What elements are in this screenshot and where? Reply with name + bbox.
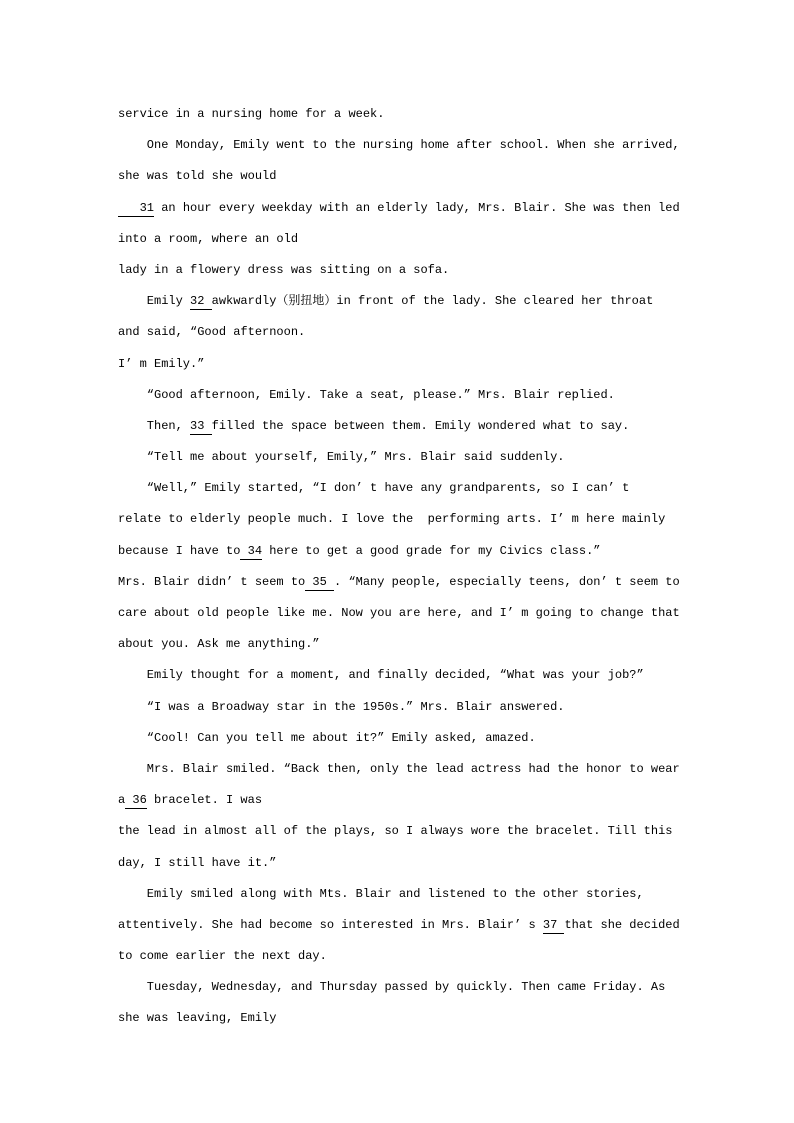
text-segment: awkwardly（别扭地）in front of the lady. She cleared her throat	[211, 294, 654, 309]
text-line	[118, 754, 680, 785]
text-segment: Mrs. Blair smiled. “Back then, only the lead actress had the honor to wear	[118, 761, 680, 776]
text-segment: I’ m Emily.”	[118, 356, 205, 371]
text-segment: that she decided	[564, 917, 680, 932]
text-line	[118, 380, 680, 411]
text-line	[118, 941, 680, 972]
cloze-blank: 31	[118, 200, 155, 215]
text-segment: Tuesday, Wednesday, and Thursday passed by quickly. Then came Friday. As	[118, 980, 666, 995]
cloze-blank: 35	[305, 574, 335, 589]
text-segment: attentively. She had become so interested in Mrs. Blair’ s	[118, 917, 543, 932]
text-segment: Mrs. Blair didn’ t seem to	[118, 574, 306, 589]
text-segment: a	[118, 793, 126, 808]
cloze-blank: 32	[190, 294, 212, 309]
text-segment: Then,	[118, 418, 191, 433]
text-segment: about you. Ask me anything.”	[118, 637, 320, 652]
text-line	[118, 130, 680, 161]
text-line	[118, 504, 680, 535]
text-line	[118, 629, 680, 660]
text-line	[118, 255, 680, 286]
text-segment: an hour every weekday with an elderly lady, Mrs. Blair. She was then led	[154, 200, 680, 215]
text-segment: to come earlier the next day.	[118, 949, 327, 964]
text-segment: lady in a flowery dress was sitting on a sofa.	[118, 262, 450, 277]
text-segment: One Monday, Emily went to the nursing home after school. When she arrived,	[118, 138, 680, 153]
cloze-blank: 33	[190, 418, 212, 433]
text-segment: service in a nursing home for a week.	[118, 107, 385, 121]
text-segment: “I was a Broadway star in the 1950s.” Mrs. Blair answered.	[118, 699, 565, 714]
text-line	[118, 723, 680, 754]
text-segment: she was leaving, Emily	[118, 1011, 277, 1026]
text-segment: bracelet. I was	[146, 793, 263, 808]
text-segment: because I have to	[118, 543, 241, 558]
text-line	[118, 317, 680, 348]
text-segment: “Tell me about yourself, Emily,” Mrs. Blair said suddenly.	[118, 450, 565, 465]
text-segment: “Good afternoon, Emily. Take a seat, please.” Mrs. Blair replied.	[118, 387, 615, 402]
text-segment: here to get a good grade for my Civics class.”	[262, 543, 601, 558]
text-line	[118, 567, 680, 598]
text-line	[118, 816, 680, 847]
text-line	[118, 349, 680, 380]
text-line	[118, 660, 680, 691]
text-line	[118, 536, 680, 567]
text-line	[118, 224, 680, 255]
text-line	[118, 99, 680, 130]
text-line	[118, 692, 680, 723]
text-segment: Emily thought for a moment, and finally decided, “What was your job?”	[118, 668, 644, 683]
text-line	[118, 473, 680, 504]
cloze-blank: 36	[125, 793, 147, 808]
text-segment: and said, “Good afternoon.	[118, 325, 306, 340]
text-segment: care about old people like me. Now you are here, and I’ m going to change that	[118, 606, 680, 620]
text-line	[118, 598, 680, 629]
text-line	[118, 879, 680, 910]
text-segment: she was told she would	[118, 169, 277, 184]
text-line	[118, 161, 680, 192]
document-body	[118, 99, 680, 1035]
text-line	[118, 442, 680, 473]
text-line	[118, 286, 680, 317]
text-line	[118, 1003, 680, 1034]
text-segment: day, I still have it.”	[118, 855, 277, 870]
text-segment: filled the space between them. Emily wondered what to say.	[211, 418, 630, 433]
text-line	[118, 972, 680, 1003]
text-segment: “Cool! Can you tell me about it?” Emily asked, amazed.	[118, 730, 536, 745]
text-segment: the lead in almost all of the plays, so I always wore the bracelet. Till this	[118, 824, 673, 839]
text-line	[118, 785, 680, 816]
text-line	[118, 910, 680, 941]
text-segment: “Well,” Emily started, “I don’ t have any grandparents, so I can’ t	[118, 481, 630, 496]
cloze-blank: 34	[240, 543, 263, 558]
text-line	[118, 411, 680, 442]
text-segment: into a room, where an old	[118, 231, 299, 246]
text-segment: Emily	[118, 294, 191, 309]
text-segment: . “Many people, especially teens, don’ t seem to	[334, 574, 680, 589]
text-segment: Emily smiled along with Mts. Blair and listened to the other stories,	[118, 886, 644, 901]
text-segment: relate to elderly people much. I love the performing arts. I’ m here mainly	[118, 512, 666, 527]
cloze-blank: 37	[542, 917, 565, 932]
text-line	[118, 848, 680, 879]
text-line	[118, 193, 680, 224]
